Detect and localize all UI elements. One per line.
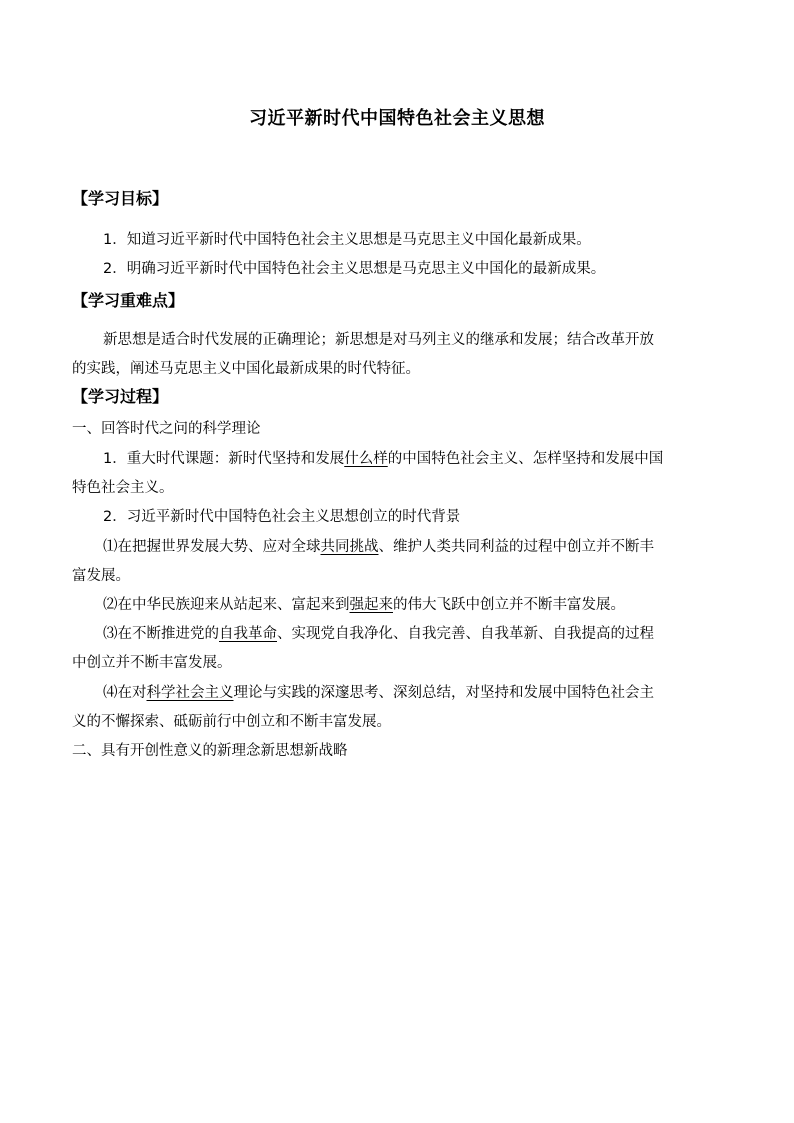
item1-prefix: 1．重大时代课题：新时代坚持和发展 xyxy=(103,451,345,467)
sub4-prefix: ⑷在对 xyxy=(103,685,147,701)
key-points-line-1: 新思想是适合时代发展的正确理论；新思想是对马列主义的继承和发展；结合改革开放 xyxy=(103,332,654,348)
objectives-heading: 【学习目标】 xyxy=(72,189,169,208)
sub1-prefix: ⑴在把握世界发展大势、应对全球 xyxy=(103,539,321,555)
sub-item-1-line-2: 富发展。 xyxy=(72,568,130,584)
sub1-suffix: 、维护人类共同利益的过程中创立并不断丰 xyxy=(378,539,654,555)
sub4-suffix: 理论与实践的深邃思考、深刻总结，对坚持和发展中国特色社会主 xyxy=(233,685,654,701)
process-item-2-heading: 2．习近平新时代中国特色社会主义思想创立的时代背景 xyxy=(103,509,461,525)
objective-item-1: 1．知道习近平新时代中国特色社会主义思想是马克思主义中国化最新成果。 xyxy=(103,232,591,248)
process-heading: 【学习过程】 xyxy=(72,387,169,406)
process-item-1-line-1 xyxy=(103,449,663,469)
sub-item-3-line-1 xyxy=(103,624,654,644)
sub-item-4-line-1 xyxy=(103,683,654,703)
part1-heading: 一、回答时代之问的科学理论 xyxy=(72,421,261,437)
sub1-underlined: 共同挑战 xyxy=(320,539,379,555)
sub-item-3-line-2: 中创立并不断丰富发展。 xyxy=(72,655,232,671)
sub3-prefix: ⑶在不断推进党的 xyxy=(103,626,219,642)
sub-item-1-line-1 xyxy=(103,537,654,557)
sub-item-4-line-2: 义的不懈探索、砥砺前行中创立和不断丰富发展。 xyxy=(72,714,391,730)
sub-item-2-line-1 xyxy=(103,595,625,615)
key-points-line-2: 的实践，阐述马克思主义中国化最新成果的时代特征。 xyxy=(72,361,420,377)
item1-underlined: 什么样 xyxy=(344,451,388,467)
document-title: 习近平新时代中国特色社会主义思想 xyxy=(249,108,545,129)
sub3-underlined: 自我革命 xyxy=(219,626,277,642)
sub3-suffix: 、实现党自我净化、自我完善、自我革新、自我提高的过程 xyxy=(277,626,654,642)
process-item-1-line-2: 特色社会主义。 xyxy=(72,480,174,496)
sub2-underlined: 强起来 xyxy=(349,597,393,613)
part2-heading: 二、具有开创性意义的新理念新思想新战略 xyxy=(72,743,348,759)
item1-suffix: 的中国特色社会主义、怎样坚持和发展中国 xyxy=(387,451,664,467)
objective-item-2: 2．明确习近平新时代中国特色社会主义思想是马克思主义中国化的最新成果。 xyxy=(103,261,606,277)
sub4-underlined: 科学社会主义 xyxy=(146,685,234,701)
key-points-heading: 【学习重难点】 xyxy=(72,291,185,310)
sub2-prefix: ⑵在中华民族迎来从站起来、富起来到 xyxy=(103,597,350,613)
sub2-suffix: 的伟大飞跃中创立并不断丰富发展。 xyxy=(393,597,625,613)
